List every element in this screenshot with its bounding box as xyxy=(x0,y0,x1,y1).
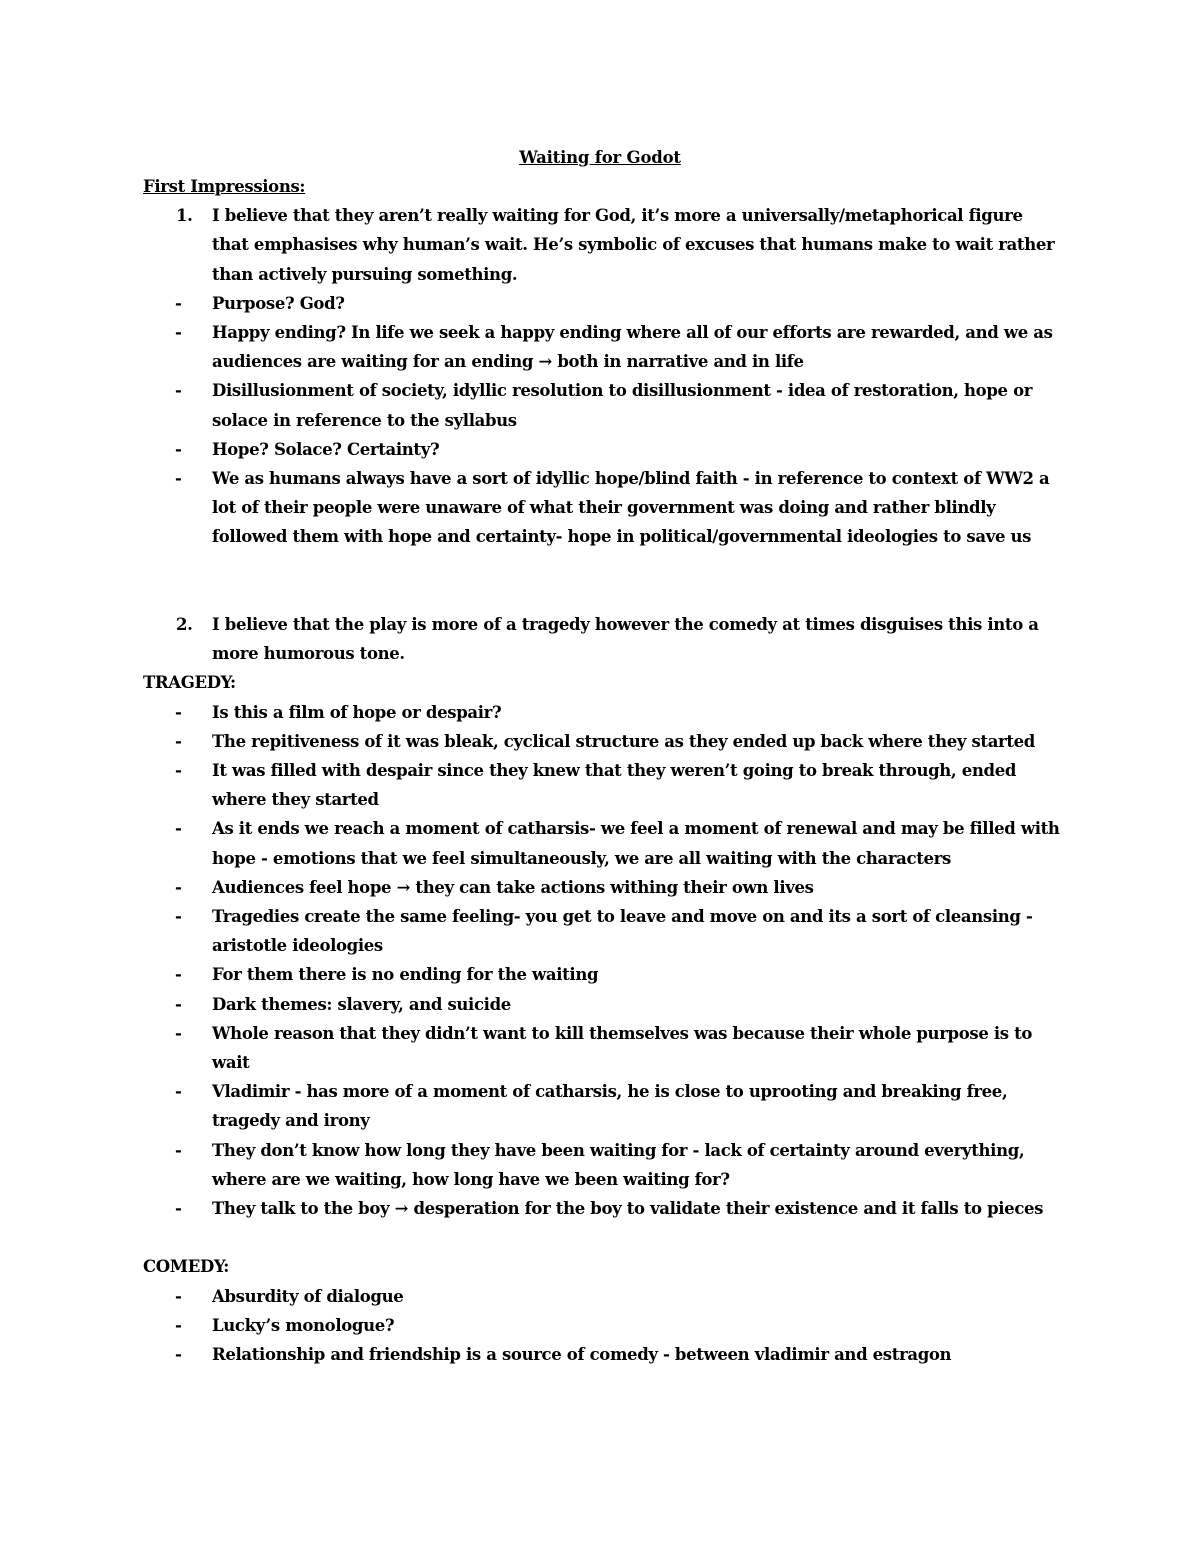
list-number: 2. xyxy=(176,615,193,635)
bullet-dash: - xyxy=(175,1345,182,1365)
bullet-dash: - xyxy=(175,819,182,839)
bullet-dash: - xyxy=(175,907,182,927)
list-item-text: Whole reason that they didn’t want to kill themselves was because their whole purpose is to wait xyxy=(212,1023,1033,1073)
list-item xyxy=(143,464,1063,552)
list-number: 1. xyxy=(176,206,193,226)
list-item-text: I believe that the play is more of a tragedy however the comedy at times disguises this into a more humorous tone. xyxy=(212,615,1039,664)
first-impressions-bullets xyxy=(143,289,1063,552)
bullet-dash: - xyxy=(175,731,182,751)
bullet-dash: - xyxy=(175,965,182,985)
tragedy-bullets xyxy=(143,698,1063,1224)
bullet-dash: - xyxy=(175,1140,182,1160)
list-item xyxy=(143,727,1063,756)
first-impressions-list xyxy=(143,201,1063,289)
list-item-text: We as humans always have a sort of idyllic hope/blind faith - in reference to context of WW2 a lot of their people were unaware of what their government was doing and rather blindly followed them with hope and certainty- hope in political/governmental ideologies to save us xyxy=(212,469,1050,547)
list-item-text: Disillusionment of society, idyllic resolution to disillusionment - idea of restoration, hope or solace in reference to the syllabus xyxy=(212,381,1033,430)
bullet-dash: - xyxy=(175,323,182,343)
bullet-dash: - xyxy=(175,381,182,401)
bullet-dash: - xyxy=(175,1082,182,1102)
list-item-text: It was filled with despair since they knew that they weren’t going to break through, ended where they started xyxy=(212,761,1017,810)
list-item-text: Purpose? God? xyxy=(212,293,345,313)
list-item xyxy=(143,201,1063,289)
first-impressions-list-2 xyxy=(143,610,1063,668)
list-item xyxy=(143,289,1063,318)
bullet-dash: - xyxy=(175,1286,182,1306)
list-item xyxy=(143,1019,1063,1077)
spacer xyxy=(143,1223,1063,1252)
bullet-dash: - xyxy=(175,877,182,897)
list-item-text: Happy ending? In life we seek a happy ending where all of our efforts are rewarded, and we as audiences are waiting for an ending → both in narrative and in life xyxy=(212,323,1053,372)
list-item-text: Relationship and friendship is a source of comedy - between vladimir and estragon xyxy=(212,1345,952,1365)
list-item xyxy=(143,435,1063,464)
list-item xyxy=(143,814,1063,872)
list-item-text: Hope? Solace? Certainty? xyxy=(212,439,440,459)
list-item xyxy=(143,1194,1063,1223)
list-item xyxy=(143,318,1063,376)
list-item xyxy=(143,376,1063,434)
list-item xyxy=(143,960,1063,989)
list-item xyxy=(143,902,1063,960)
list-item xyxy=(143,756,1063,814)
bullet-dash: - xyxy=(175,469,182,489)
list-item xyxy=(143,1340,1063,1369)
bullet-dash: - xyxy=(175,994,182,1014)
bullet-dash: - xyxy=(175,1023,182,1043)
document-body xyxy=(143,172,1063,1369)
first-impressions-heading: First Impressions: xyxy=(143,177,306,196)
spacer xyxy=(143,552,1063,610)
comedy-heading: COMEDY: xyxy=(143,1257,230,1277)
bullet-dash: - xyxy=(175,1315,182,1335)
bullet-dash: - xyxy=(175,702,182,722)
list-item-text: Vladimir - has more of a moment of catharsis, he is close to uprooting and breaking free, tragedy and irony xyxy=(212,1082,1008,1131)
list-item-text: The repitiveness of it was bleak, cyclical structure as they ended up back where they started xyxy=(212,731,1035,751)
list-item xyxy=(143,698,1063,727)
list-item-text: They talk to the boy → desperation for the boy to validate their existence and it falls to pieces xyxy=(212,1199,1044,1219)
bullet-dash: - xyxy=(175,1199,182,1219)
list-item-text: Tragedies create the same feeling- you get to leave and move on and its a sort of cleansing - aristotle ideologies xyxy=(212,907,1033,956)
list-item-text: For them there is no ending for the waiting xyxy=(212,965,599,985)
list-item-text: I believe that they aren’t really waiting for God, it’s more a universally/metaphorical figure that emphasises why human’s wait. He’s symbolic of excuses that humans make to wait rather than actively pursuing something. xyxy=(212,206,1055,284)
list-item xyxy=(143,1282,1063,1311)
list-item xyxy=(143,1077,1063,1135)
list-item-text: Dark themes: slavery, and suicide xyxy=(212,994,511,1014)
list-item xyxy=(143,610,1063,668)
bullet-dash: - xyxy=(175,761,182,781)
list-item xyxy=(143,990,1063,1019)
list-item-text: They don’t know how long they have been waiting for - lack of certainty around everything, where are we waiting, how long have we been waiting for? xyxy=(212,1140,1025,1189)
comedy-bullets xyxy=(143,1282,1063,1370)
list-item xyxy=(143,1136,1063,1194)
list-item-text: Is this a film of hope or despair? xyxy=(212,702,502,722)
tragedy-heading: TRAGEDY: xyxy=(143,673,236,693)
list-item-text: Lucky’s monologue? xyxy=(212,1315,395,1335)
list-item xyxy=(143,873,1063,902)
list-item xyxy=(143,1311,1063,1340)
document-title: Waiting for Godot xyxy=(519,148,681,167)
bullet-dash: - xyxy=(175,439,182,459)
list-item-text: Absurdity of dialogue xyxy=(212,1286,404,1306)
list-item-text: Audiences feel hope → they can take actions withing their own lives xyxy=(212,877,814,897)
list-item-text: As it ends we reach a moment of catharsis- we feel a moment of renewal and may be filled with hope - emotions that we feel simultaneously, we are all waiting with the characters xyxy=(212,819,1060,868)
bullet-dash: - xyxy=(175,293,182,313)
